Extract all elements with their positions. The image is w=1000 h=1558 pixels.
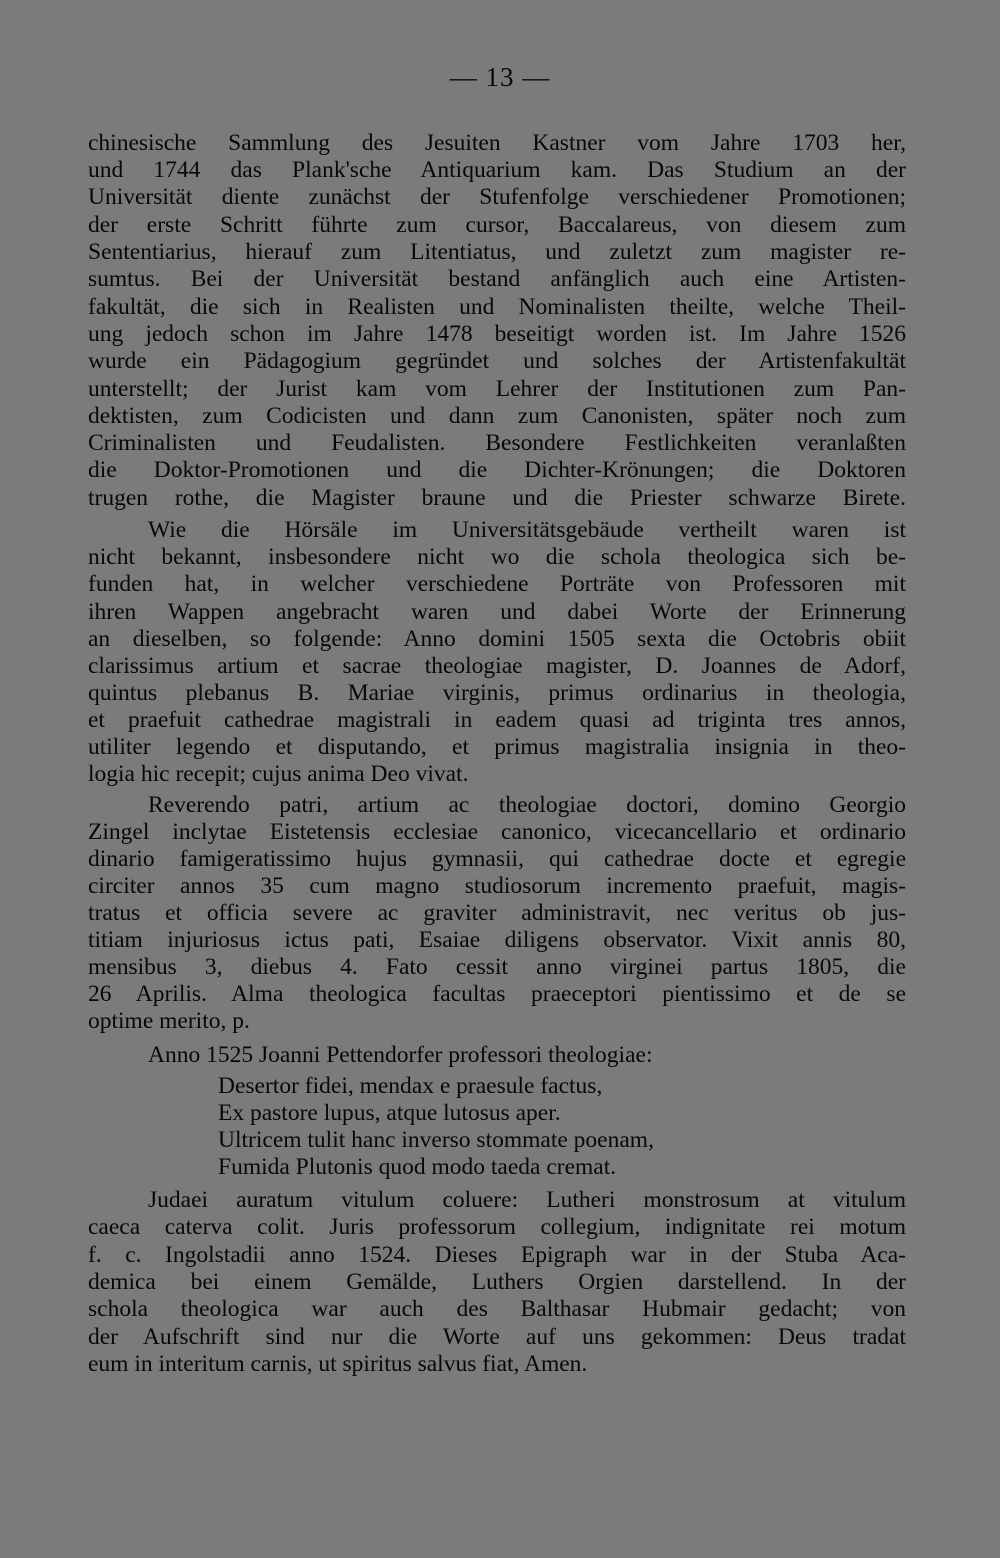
- text-line: circiter annos 35 cum magno studiosorum incremento praefuit, magis-: [88, 873, 906, 899]
- text-line: funden hat, in welcher verschiedene Porträte von Professoren mit: [88, 571, 906, 597]
- text-line: Universität diente zunächst der Stufenfolge verschiedener Promotionen;: [88, 184, 906, 210]
- text-line: tratus et officia severe ac graviter administravit, nec veritus ob jus-: [88, 900, 906, 926]
- verse-line: Desertor fidei, mendax e praesule factus,: [218, 1073, 603, 1099]
- text-line: Wie die Hörsäle im Universitätsgebäude vertheilt waren ist: [148, 517, 906, 543]
- text-line: Zingel inclytae Eistetensis ecclesiae canonico, vicecancellario et ordinario: [88, 819, 906, 845]
- text-line: dektisten, zum Codicisten und dann zum Canonisten, später noch zum: [88, 403, 906, 429]
- text-line: et praefuit cathedrae magistrali in eadem quasi ad triginta tres annos,: [88, 707, 906, 733]
- text-line: eum in interitum carnis, ut spiritus salvus fiat, Amen.: [88, 1351, 588, 1377]
- text-line: demica bei einem Gemälde, Luthers Orgien darstellend. In der: [88, 1269, 906, 1295]
- text-line: wurde ein Pädagogium gegründet und solches der Artistenfakultät: [88, 348, 906, 374]
- text-line: trugen rothe, die Magister braune und die Priester schwarze Birete.: [88, 485, 906, 511]
- page-number: — 13 —: [449, 62, 551, 92]
- text-line: Reverendo patri, artium ac theologiae doctori, domino Georgio: [148, 792, 906, 818]
- text-line: ung jedoch schon im Jahre 1478 beseitigt worden ist. Im Jahre 1526: [88, 321, 906, 347]
- text-line: quintus plebanus B. Mariae virginis, primus ordinarius in theologia,: [88, 680, 906, 706]
- text-line: caeca caterva colit. Juris professorum collegium, indignitate rei motum: [88, 1214, 906, 1240]
- text-line: und 1744 das Plank'sche Antiquarium kam. Das Studium an der: [88, 157, 906, 183]
- text-line: sumtus. Bei der Universität bestand anfänglich auch eine Artisten-: [88, 266, 906, 292]
- text-line: dinario famigeratissimo hujus gymnasii, qui cathedrae docte et egregie: [88, 846, 906, 872]
- text-line: die Doktor-Promotionen und die Dichter-Krönungen; die Doktoren: [88, 457, 906, 483]
- text-line: Criminalisten und Feudalisten. Besondere Festlichkeiten veranlaßten: [88, 430, 906, 456]
- text-line: mensibus 3, diebus 4. Fato cessit anno virginei partus 1805, die: [88, 954, 906, 980]
- text-line: Sententiarius, hierauf zum Litentiatus, und zuletzt zum magister re-: [88, 239, 906, 265]
- text-line: nicht bekannt, insbesondere nicht wo die schola theologica sich be-: [88, 544, 906, 570]
- verse-line: Fumida Plutonis quod modo taeda cremat.: [218, 1154, 617, 1180]
- text-line: der erste Schritt führte zum cursor, Baccalareus, von diesem zum: [88, 212, 906, 238]
- text-line: der Aufschrift sind nur die Worte auf uns gekommen: Deus tradat: [88, 1324, 906, 1350]
- text-line: ihren Wappen angebracht waren und dabei Worte der Erinnerung: [88, 599, 906, 625]
- text-line: optime merito, p.: [88, 1008, 250, 1034]
- text-line: schola theologica war auch des Balthasar Hubmair gedacht; von: [88, 1296, 906, 1322]
- text-line: unterstellt; der Jurist kam vom Lehrer der Institutionen zum Pan-: [88, 376, 906, 402]
- text-line: utiliter legendo et disputando, et primus magistralia insignia in theo-: [88, 734, 906, 760]
- text-line: titiam injuriosus ictus pati, Esaiae diligens observator. Vixit annis 80,: [88, 927, 906, 953]
- verse-line: Ultricem tulit hanc inverso stommate poenam,: [218, 1127, 654, 1153]
- verse-line: Ex pastore lupus, atque lutosus aper.: [218, 1100, 561, 1126]
- text-line: 26 Aprilis. Alma theologica facultas praeceptori pientissimo et de se: [88, 981, 906, 1007]
- text-line: fakultät, die sich in Realisten und Nominalisten theilte, welche Theil-: [88, 294, 906, 320]
- text-line: clarissimus artium et sacrae theologiae magister, D. Joannes de Adorf,: [88, 653, 906, 679]
- text-line: chinesische Sammlung des Jesuiten Kastner vom Jahre 1703 her,: [88, 130, 906, 156]
- text-line: logia hic recepit; cujus anima Deo vivat.: [88, 761, 469, 787]
- text-line: Anno 1525 Joanni Pettendorfer professori theologiae:: [148, 1042, 653, 1068]
- text-line: Judaei auratum vitulum coluere: Lutheri monstrosum at vitulum: [148, 1187, 906, 1213]
- text-line: f. c. Ingolstadii anno 1524. Dieses Epigraph war in der Stuba Aca-: [88, 1242, 906, 1268]
- text-line: an dieselben, so folgende: Anno domini 1505 sexta die Octobris obiit: [88, 626, 906, 652]
